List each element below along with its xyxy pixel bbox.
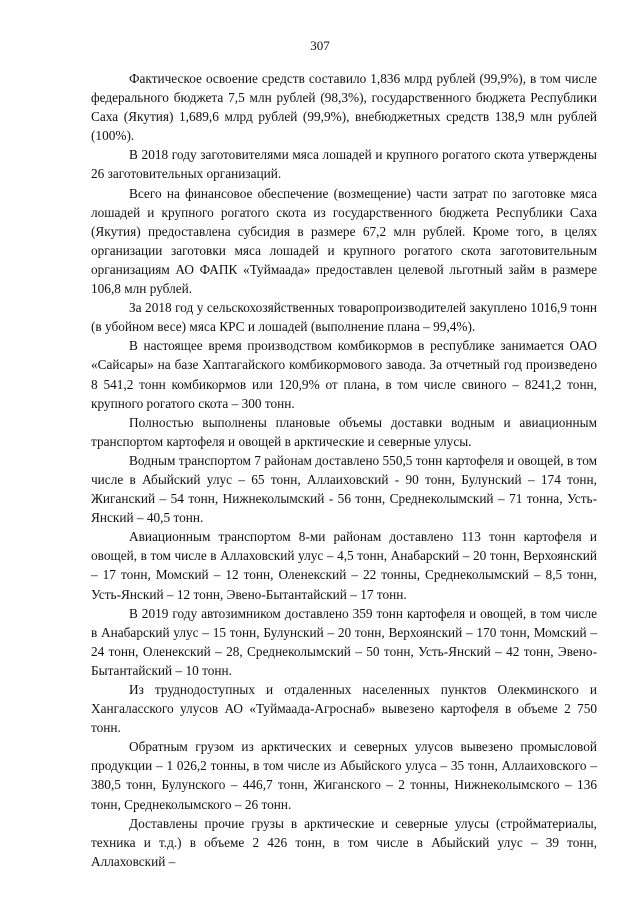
paragraph-procurement-organizations: В 2018 году заготовителями мяса лошадей и крупного рогатого скота утверждены 26 заготовительных организаций.: [91, 147, 597, 182]
paragraph-funds-spent: Фактическое освоение средств составило 1,836 млрд рублей (99,9%), в том числе федерального бюджета 7,5 млн рублей (98,3%), государственного бюджета Республики Саха (Якутия) 1,689,6 млрд рублей (99,9%), внебюджетных средств 138,9 млн рублей (100%).: [91, 71, 597, 144]
paragraph-return-cargo: Обратным грузом из арктических и северных улусов вывезено промысловой продукции – 1 026,2 тонны, в том числе из Абыйского улуса – 35 тонн, Аллаиховского – 380,5 тонн, Булунского – 446,7 тонн, Жиганского – 2 тонны, Нижнеколымского – 136 тонн, Среднеколымского – 26 тонн.: [91, 739, 597, 812]
paragraph-meat-purchased: За 2018 год у сельскохозяйственных товаропроизводителей закуплено 1016,9 тонн (в убойном весе) мяса КРС и лошадей (выполнение плана – 99,4%).: [91, 300, 597, 335]
document-body: [91, 69, 597, 871]
paragraph-compound-feed: В настоящее время производством комбикормов в республике занимается ОАО «Сайсары» на базе Хаптагайского комбикормового завода. За отчетный год произведено 8 541,2 тонн комбикормов или 120,9% от плана, в том числе свиного – 8241,2 тонн, крупного рогатого скота – 300 тонн.: [91, 338, 597, 411]
paragraph-subsidy: Всего на финансовое обеспечение (возмещение) части затрат по заготовке мяса лошадей и крупного рогатого скота из государственного бюджета Республики Саха (Якутия) предоставлена субсидия в размере 67,2 млн рублей. Кроме того, в целях организации заготовки мяса лошадей и крупного рогатого скота заготовительным организациям АО ФАПК «Туймаада» предоставлен целевой льготный займ в размере 106,8 млн рублей.: [91, 185, 597, 297]
paragraph-other-cargo: Доставлены прочие грузы в арктические и северные улусы (стройматериалы, техника и т.д.) в объеме 2 426 тонн, в том числе в Абыйский улус – 39 тонн, Аллаховский –: [91, 815, 597, 869]
paragraph-winter-road: В 2019 году автозимником доставлено 359 тонн картофеля и овощей, в том числе в Анабарский улус – 15 тонн, Булунский – 20 тонн, Верхоянский – 170 тонн, Момский – 24 тонн, Оленекский – 28, Среднеколымский – 50 тонн, Усть-Янский – 42 тонн, Эвено-Бытантайский – 10 тонн.: [91, 605, 597, 678]
paragraph-water-transport: Водным транспортом 7 районам доставлено 550,5 тонн картофеля и овощей, в том числе в Абыйский улус – 65 тонн, Аллаиховский - 90 тонн, Булунский – 174 тонн, Жиганский – 54 тонн, Нижнеколымский - 56 тонн, Среднеколымский – 71 тонна, Усть-Янский – 40,5 тонн.: [91, 452, 598, 526]
paragraph-air-transport: Авиационным транспортом 8-ми районам доставлено 113 тонн картофеля и овощей, в том числе в Аллаховский улус – 4,5 тонн, Анабарский – 20 тонн, Верхоянский – 17 тонн, Момский – 12 тонн, Оленекский – 22 тонны, Среднеколымский – 8,5 тонн, Усть-Янский – 12 тонн, Эвено-Бытантайский – 17 тонн.: [91, 529, 597, 602]
paragraph-delivery-plan: Полностью выполнены плановые объемы доставки водным и авиационным транспортом картофеля и овощей в арктические и северные улусы.: [91, 414, 597, 449]
paragraph-remote-settlements: Из труднодоступных и отдаленных населенных пунктов Олекминского и Хангаласского улусов АО «Туймаада-Агроснаб» вывезено картофеля в объеме 2 750 тонн.: [91, 682, 597, 736]
page-number: 307: [310, 38, 330, 53]
